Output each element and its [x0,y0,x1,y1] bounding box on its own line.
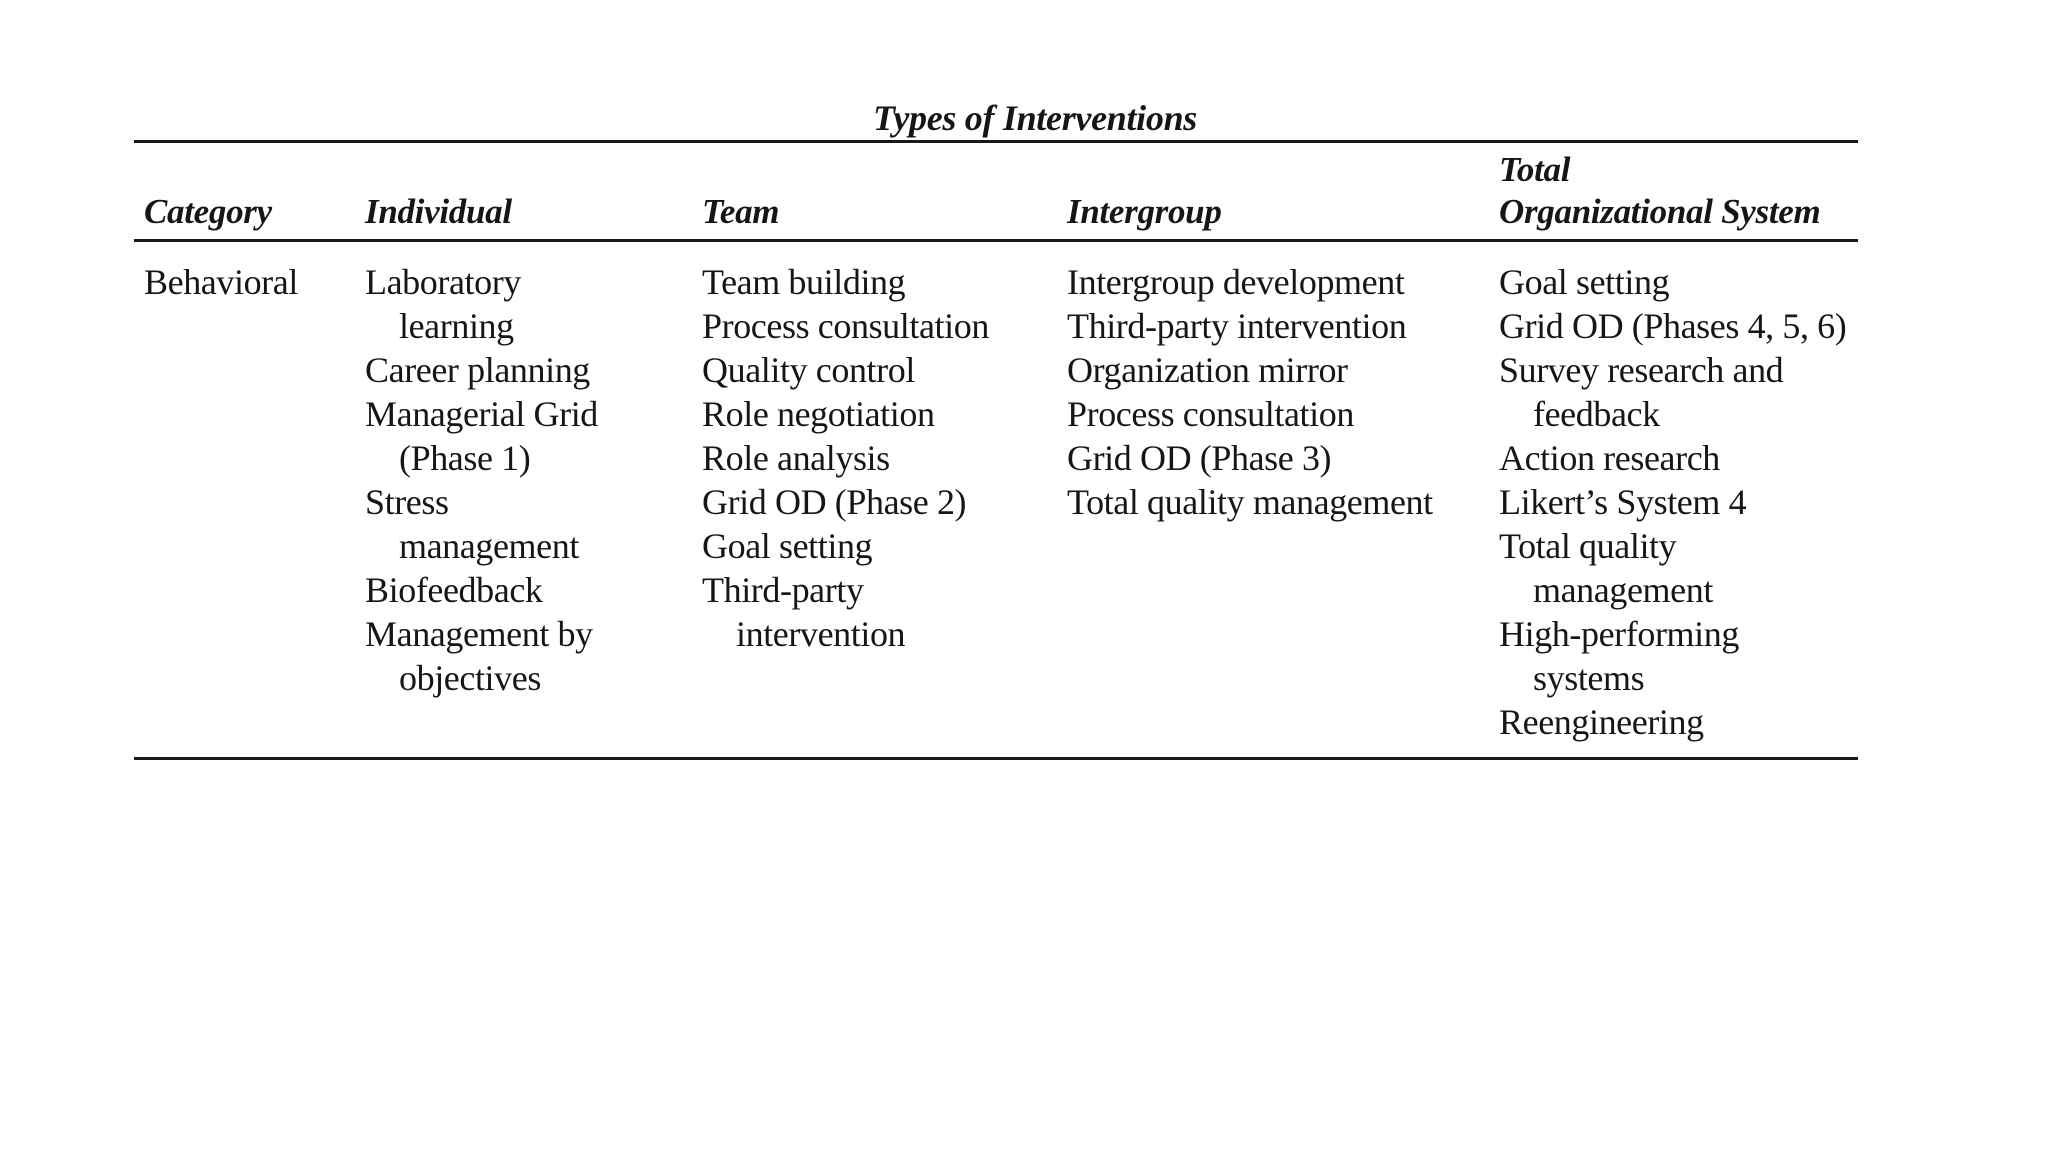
column-team [702,260,1032,656]
list-item: Management by objectives [365,614,593,698]
list-item: High-performing systems [1499,614,1739,698]
interventions-table [134,96,1858,760]
list-item: Third-party intervention [1067,306,1407,346]
list-item: Action research [1499,438,1720,478]
list-item: Total quality management [1067,482,1433,522]
cell-category: Behavioral [144,262,298,302]
list-item: Goal setting [702,526,873,566]
header-category: Category [144,192,272,231]
list-item: Process consultation [702,306,989,346]
table-caption: Types of Interventions [872,98,1198,138]
list-item: Reengineering [1499,702,1704,742]
list-item: Process consultation [1067,394,1354,434]
column-total-system [1499,260,1854,744]
list-item: Role negotiation [702,394,935,434]
list-item: Total quality management [1499,526,1713,610]
list-item: Quality control [702,350,915,390]
list-item: Grid OD (Phase 3) [1067,438,1332,478]
list-item: Likert’s System 4 [1499,482,1747,522]
list-item: Grid OD (Phases 4, 5, 6) [1499,306,1847,346]
header-intergroup: Intergroup [1067,192,1222,231]
header-total-line2: Organizational System [1499,192,1821,231]
column-individual [365,260,685,700]
header-total-system [1499,149,1854,233]
header-team: Team [702,192,780,231]
header-individual: Individual [365,192,512,231]
list-item: Survey research and feedback [1499,350,1784,434]
list-item: Stress management [365,482,579,566]
table-row [134,242,1858,757]
header-total-line1: Total [1499,150,1571,189]
list-item: Third-party intervention [702,570,906,654]
list-item: Goal setting [1499,262,1670,302]
list-item: Team building [702,262,906,302]
bottom-rule [134,757,1858,760]
list-item: Organization mirror [1067,350,1348,390]
list-item: Managerial Grid (Phase 1) [365,394,598,478]
list-item: Laboratory learning [365,262,521,346]
list-item: Grid OD (Phase 2) [702,482,967,522]
list-item: Career planning [365,350,590,390]
list-item: Biofeedback [365,570,543,610]
list-item: Intergroup development [1067,262,1405,302]
column-intergroup [1067,260,1487,524]
header-row [134,143,1858,239]
list-item: Role analysis [702,438,890,478]
